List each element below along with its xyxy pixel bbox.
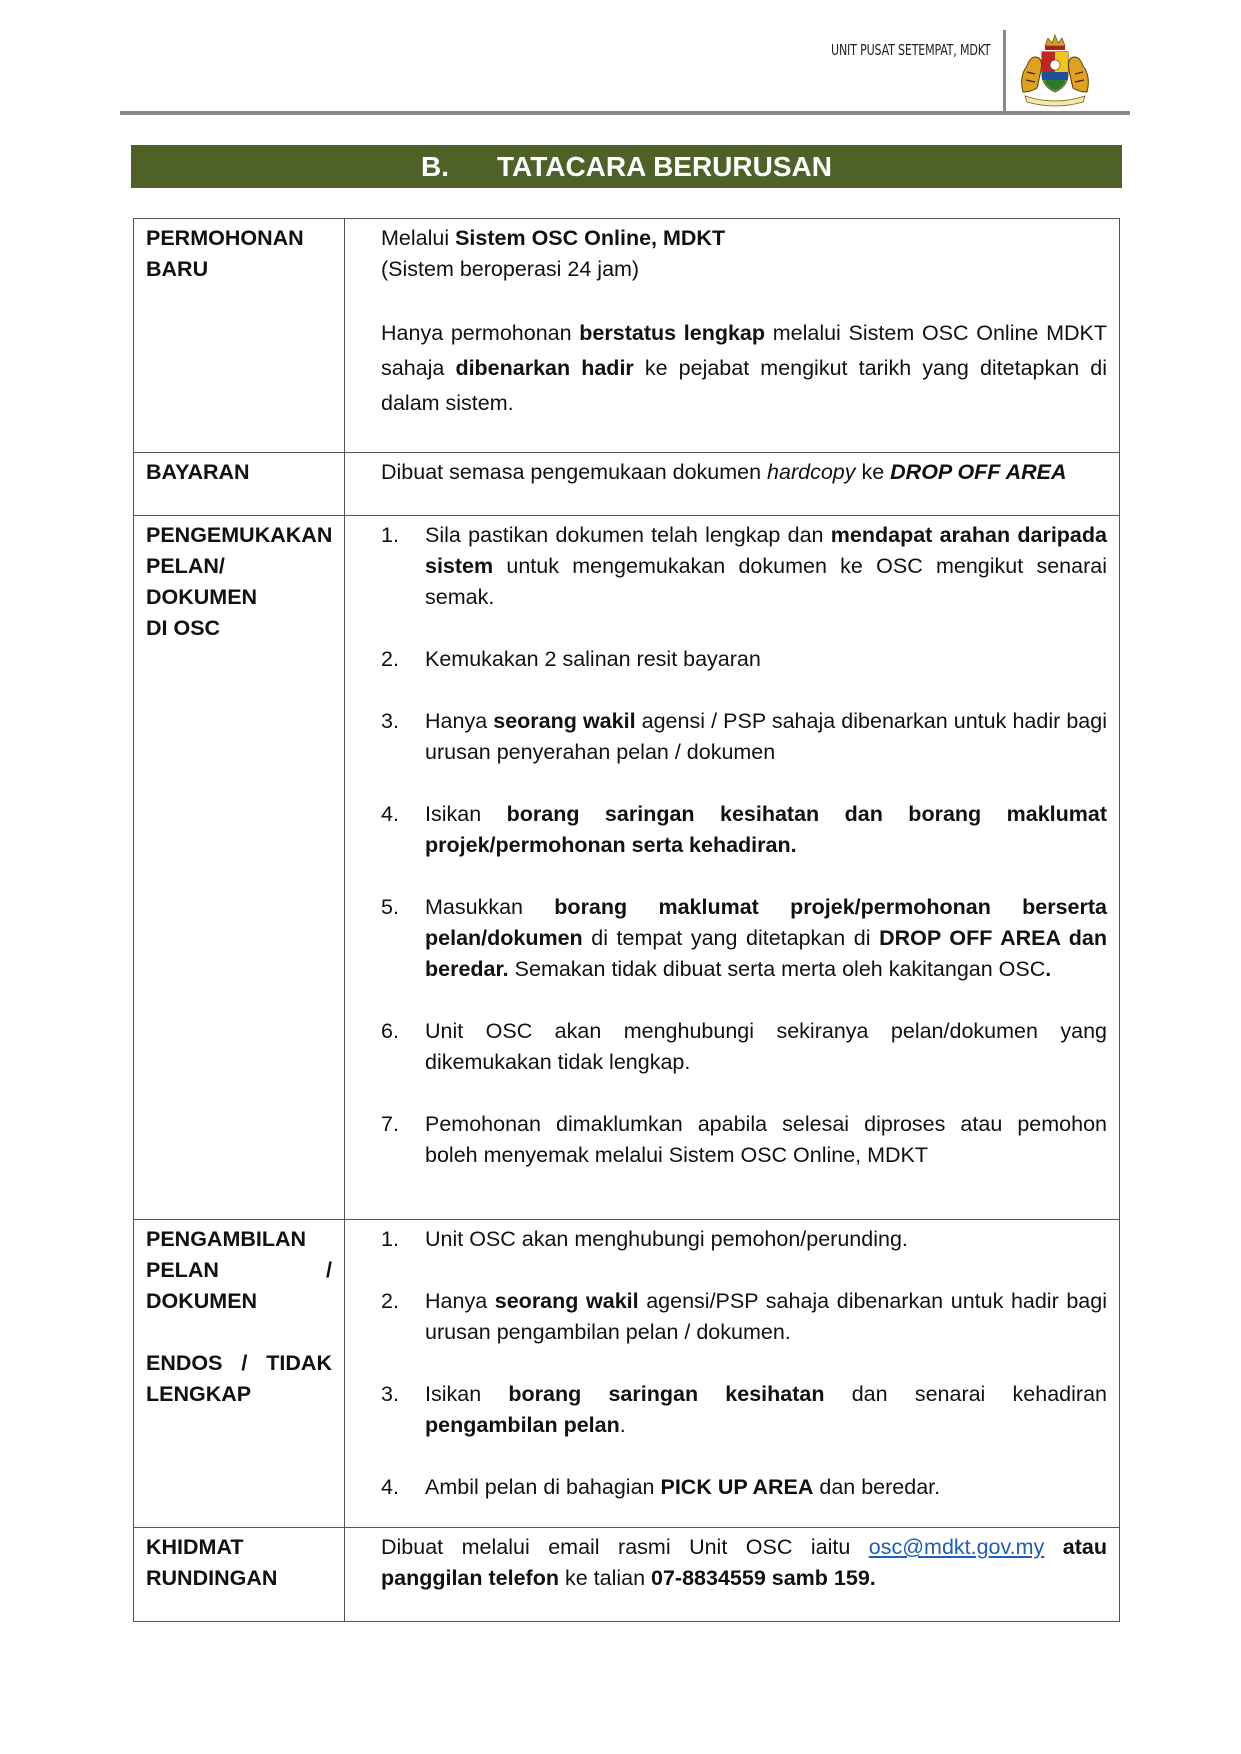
section-number: B. bbox=[421, 150, 450, 182]
table-row-pengemukakan bbox=[134, 516, 1120, 1220]
row-label bbox=[134, 219, 345, 453]
permohonan-line-1: Melalui Sistem OSC Online, MDKT bbox=[381, 226, 726, 250]
table-row-bayaran bbox=[134, 453, 1120, 516]
section-title: TATACARA BERURUSAN bbox=[497, 150, 832, 182]
permohonan-line-2: (Sistem beroperasi 24 jam) bbox=[381, 257, 640, 281]
row-label-line: PENGEMUKAKAN bbox=[146, 523, 333, 547]
row-label: BAYARAN bbox=[134, 453, 345, 516]
list-item: 2. Kemukakan 2 salinan resit bayaran bbox=[381, 647, 761, 671]
row-label bbox=[134, 516, 345, 1220]
header-divider-horizontal bbox=[120, 111, 1130, 115]
list-item: 6. Unit OSC akan menghubungi sekiranya pelan/dokumen yang dikemukakan tidak lengkap. bbox=[381, 1019, 1107, 1074]
row-label-line: ENDOS / TIDAK bbox=[146, 1351, 332, 1375]
mdkt-crest-logo bbox=[1015, 32, 1095, 108]
procedure-table bbox=[133, 218, 1120, 1622]
row-label-line: DOKUMEN bbox=[146, 585, 258, 609]
list-item: 3. Isikan borang saringan kesihatan dan senarai kehadiran pengambilan pelan. bbox=[381, 1382, 1107, 1437]
row-label-line: RUNDINGAN bbox=[146, 1566, 278, 1590]
list-item: 7. Pemohonan dimaklumkan apabila selesai diproses atau pemohon boleh menyemak melalui Sistem OSC Online, MDKT bbox=[381, 1112, 1107, 1167]
row-content bbox=[345, 219, 1120, 453]
list-item: 5. Masukkan borang maklumat projek/permohonan berserta pelan/dokumen di tempat yang ditetapkan di DROP OFF AREA dan beredar. Semakan tidak dibuat serta merta oleh kakitangan OSC. bbox=[381, 895, 1107, 981]
table-row-permohonan bbox=[134, 219, 1120, 453]
row-label-line: DI OSC bbox=[146, 616, 221, 640]
row-label-line: PENGAMBILAN bbox=[146, 1227, 307, 1251]
row-content: Dibuat semasa pengemukaan dokumen hardcopy ke DROP OFF AREA bbox=[345, 453, 1120, 516]
row-label-line: PERMOHONAN bbox=[146, 226, 304, 250]
section-title-bar bbox=[131, 145, 1122, 188]
collection-steps-list bbox=[381, 1224, 1107, 1503]
header-unit-name: UNIT PUSAT SETEMPAT, MDKT bbox=[830, 41, 990, 59]
row-content bbox=[345, 516, 1120, 1220]
row-label-line: KHIDMAT bbox=[146, 1535, 244, 1559]
table-row-khidmat bbox=[134, 1528, 1120, 1622]
row-label-line: BARU bbox=[146, 257, 209, 281]
list-item: 1. Sila pastikan dokumen telah lengkap dan mendapat arahan daripada sistem untuk mengemukakan dokumen ke OSC mengikut senarai semak. bbox=[381, 523, 1107, 609]
row-label-line: PELAN/ bbox=[146, 554, 225, 578]
row-label bbox=[134, 1528, 345, 1622]
row-label-line: DOKUMEN bbox=[146, 1289, 258, 1313]
permohonan-paragraph: Hanya permohonan berstatus lengkap melalui Sistem OSC Online MDKT sahaja dibenarkan hadir ke pejabat mengikut tarikh yang ditetapkan di dalam sistem. bbox=[381, 321, 1107, 415]
osc-email-link[interactable]: osc@mdkt.gov.my bbox=[868, 1535, 1045, 1559]
list-item: 3. Hanya seorang wakil agensi / PSP sahaja dibenarkan untuk hadir bagi urusan penyerahan pelan / dokumen bbox=[381, 709, 1107, 764]
list-item: 1. Unit OSC akan menghubungi pemohon/perunding. bbox=[381, 1227, 908, 1251]
row-content bbox=[345, 1220, 1120, 1528]
submission-steps-list bbox=[381, 520, 1107, 1171]
row-label-line: LENGKAP bbox=[146, 1382, 252, 1406]
list-item: 4. Isikan borang saringan kesihatan dan borang maklumat projek/permohonan serta kehadiran. bbox=[381, 802, 1107, 857]
row-label-line: PELAN / bbox=[146, 1258, 332, 1282]
row-content: Dibuat melalui email rasmi Unit OSC iaitu osc@mdkt.gov.my atau panggilan telefon ke talian 07-8834559 samb 159. bbox=[345, 1528, 1120, 1622]
list-item: 2. Hanya seorang wakil agensi/PSP sahaja dibenarkan untuk hadir bagi urusan pengambilan pelan / dokumen. bbox=[381, 1289, 1108, 1344]
header-divider-vertical bbox=[1003, 30, 1006, 114]
table-row-pengambilan bbox=[134, 1220, 1120, 1528]
row-label bbox=[134, 1220, 345, 1528]
list-item: 4. Ambil pelan di bahagian PICK UP AREA dan beredar. bbox=[381, 1475, 941, 1499]
